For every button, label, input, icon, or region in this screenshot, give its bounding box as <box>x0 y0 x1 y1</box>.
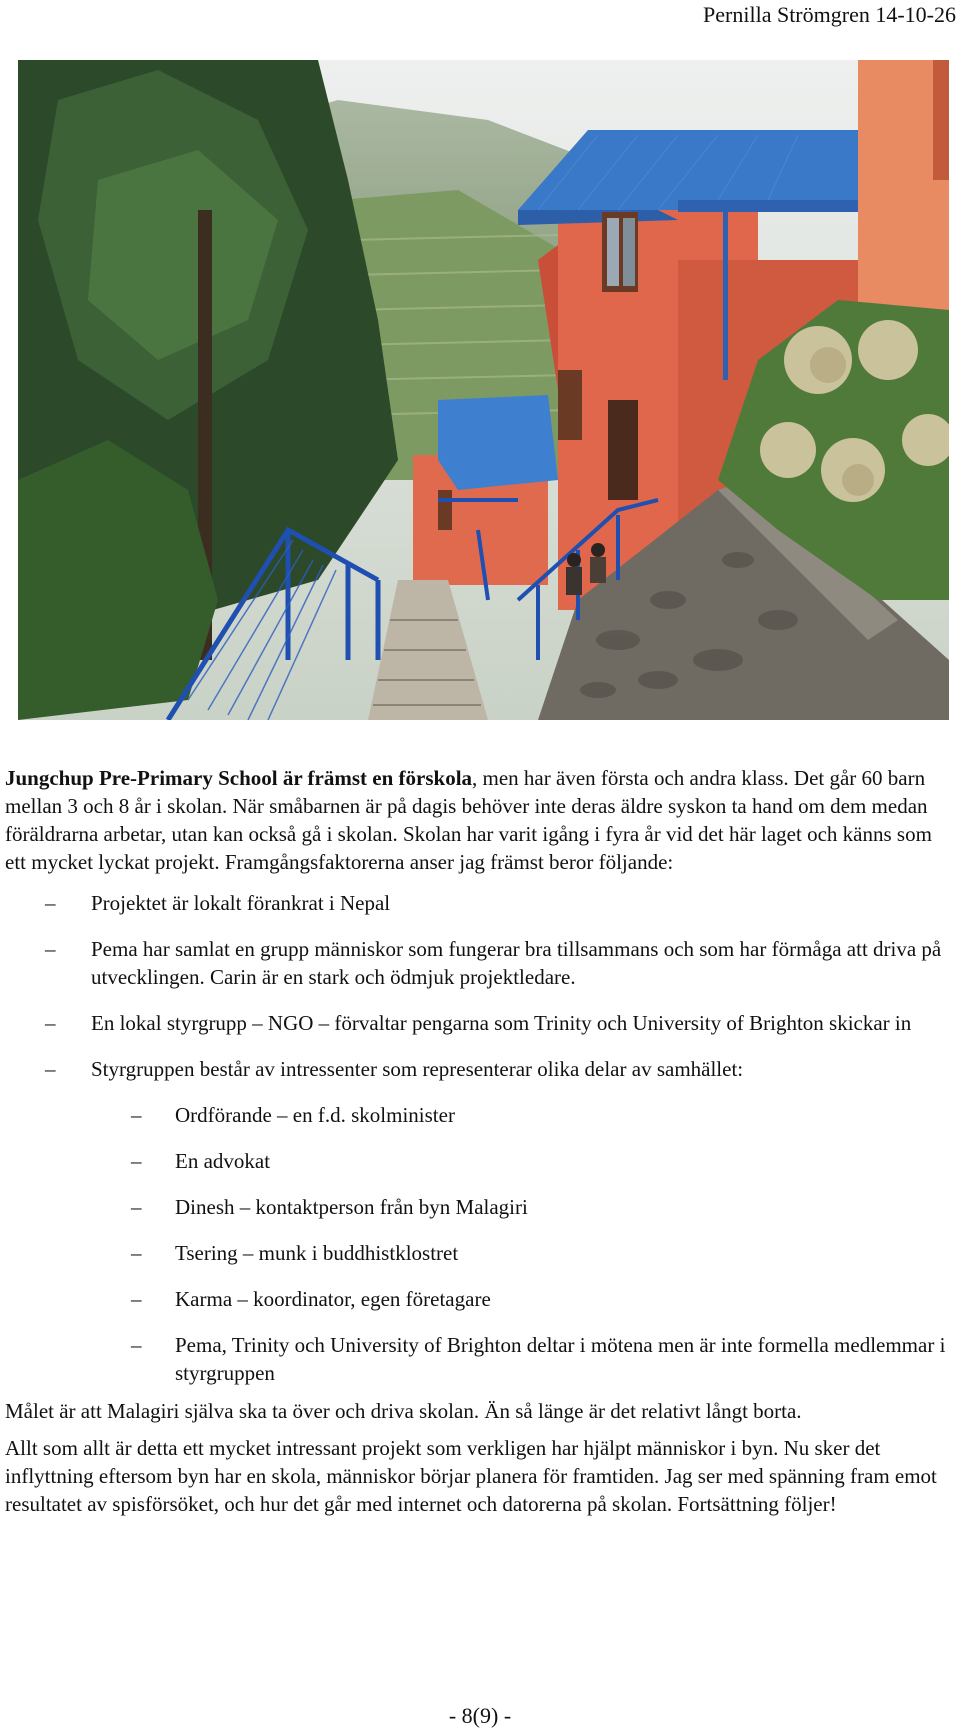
dash-bullet: – <box>45 937 56 961</box>
intro-bold-lead: Jungchup Pre-Primary School är främst en förskola <box>5 766 473 790</box>
dash-bullet: – <box>45 1011 56 1035</box>
intro-paragraph <box>5 764 957 876</box>
page-number: - 8(9) - <box>448 1703 512 1728</box>
dash-bullet: – <box>45 1057 56 1081</box>
sublist-item-text: Dinesh – kontaktperson från byn Malagiri <box>175 1195 528 1219</box>
dash-bullet: – <box>131 1103 142 1127</box>
sublist-item-text: En advokat <box>175 1149 271 1173</box>
list-item <box>5 935 957 991</box>
conclusion-paragraph: Allt som allt är detta ett mycket intressant projekt som verkligen har hjälpt människor i byn. Nu sker det inflyttning eftersom byn har en skola, människor börjar planera för framtiden. Jag ser med spänning fram emot resultatet av spisförsöket, och hur det går med internet och datorerna på skolan. Fortsättning följer! <box>5 1436 937 1516</box>
goal-paragraph: Målet är att Malagiri själva ska ta över och driva skolan. Än så länge är det relativt långt borta. <box>5 1399 802 1423</box>
list-item-text: En lokal styrgrupp – NGO – förvaltar pengarna som Trinity och University of Brighton skickar in <box>91 1011 912 1035</box>
dash-bullet: – <box>131 1149 142 1173</box>
intro-text: , men har även första och andra klass. Det går 60 barn mellan 3 och 8 år i skolan. När småbarnen är på dagis behöver inte deras äldre syskon ta hand om dem medan föräldrarna arbetar, utan kan också gå i skolan. Skolan har varit igång i fyra år vid det här laget och känns som ett mycket lyckat projekt. Framgångsfaktorerna anser jag främst beror följande: <box>5 766 932 874</box>
sublist-item <box>5 1239 957 1267</box>
sublist-item <box>5 1101 957 1129</box>
document-body <box>5 764 957 1527</box>
sublist-item-text: Ordförande – en f.d. skolminister <box>175 1103 455 1127</box>
sublist-item-text: Pema, Trinity och University of Brighton deltar i mötena men är inte formella medlemmar i styrgruppen <box>175 1333 946 1385</box>
success-factors-list <box>5 889 957 1387</box>
sublist-item-text: Karma – koordinator, egen företagare <box>175 1287 491 1311</box>
school-photo <box>18 60 949 720</box>
list-item-text: Styrgruppen består av intressenter som representerar olika delar av samhället: <box>91 1057 744 1081</box>
sublist-item <box>5 1193 957 1221</box>
list-item <box>5 889 957 917</box>
sublist-item <box>5 1331 957 1387</box>
steering-group-members-list <box>91 1101 957 1387</box>
list-item-text: Pema har samlat en grupp människor som fungerar bra tillsammans och som har förmåga att driva på utvecklingen. Carin är en stark och ödmjuk projektledare. <box>91 937 942 989</box>
list-item <box>5 1055 957 1387</box>
list-item <box>5 1009 957 1037</box>
page-footer <box>0 1703 960 1729</box>
dash-bullet: – <box>131 1241 142 1265</box>
sublist-item <box>5 1285 957 1313</box>
dash-bullet: – <box>45 891 56 915</box>
sublist-item <box>5 1147 957 1175</box>
dash-bullet: – <box>131 1195 142 1219</box>
list-item-text: Projektet är lokalt förankrat i Nepal <box>91 891 391 915</box>
page-header <box>703 2 956 28</box>
dash-bullet: – <box>131 1287 142 1311</box>
sublist-item-text: Tsering – munk i buddhistklostret <box>175 1241 459 1265</box>
dash-bullet: – <box>131 1333 142 1357</box>
author-date: Pernilla Strömgren 14-10-26 <box>703 2 956 27</box>
